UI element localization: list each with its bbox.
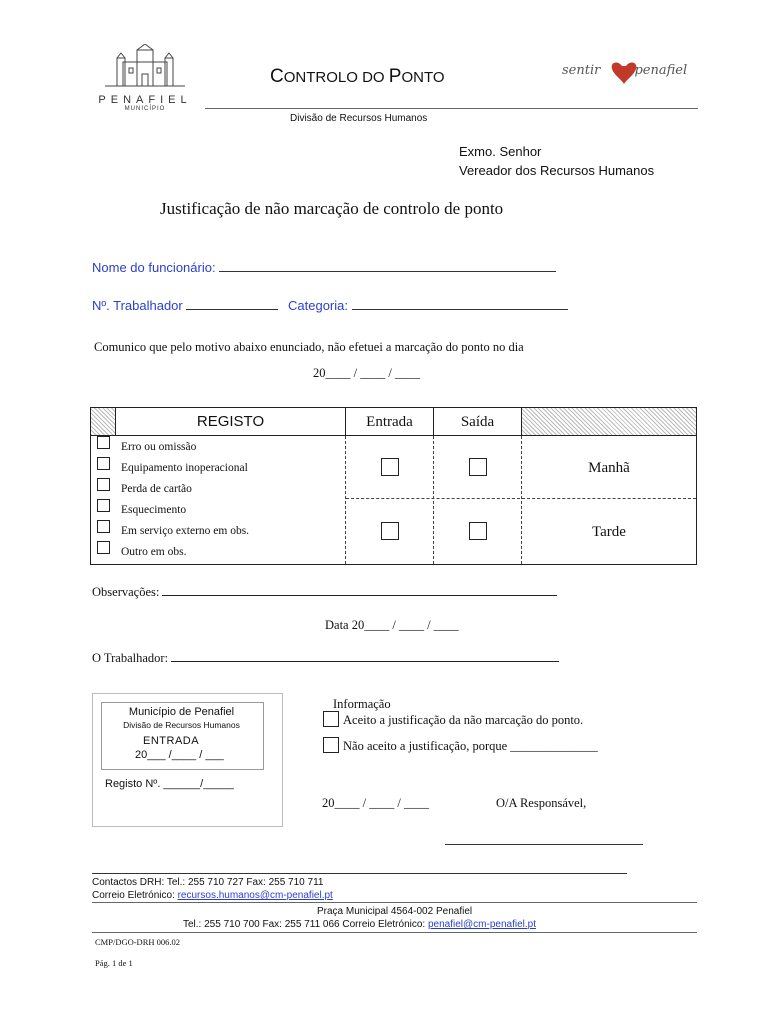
entrada-header: Entrada (346, 408, 434, 435)
footer-address: Praça Municipal 4564-002 Penafiel (317, 906, 473, 917)
reason-erro: Erro ou omissão (121, 441, 197, 453)
entrada-morning-checkbox[interactable] (381, 458, 399, 476)
stamp-date[interactable]: 20___ /____ / ___ (135, 749, 224, 761)
reason-outro: Outro em obs. (121, 546, 187, 558)
reason-perda: Perda de cartão (121, 483, 192, 495)
divider-saida (433, 436, 434, 564)
divider-entrada (345, 436, 346, 564)
reject-checkbox[interactable] (323, 737, 339, 753)
responsible-signature-line[interactable] (445, 844, 643, 845)
addressee-line2: Vereador dos Recursos Humanos (459, 163, 655, 178)
information-title: Informação (333, 697, 391, 711)
page-number: Pág. 1 de 1 (95, 958, 133, 968)
worker-signature-row (92, 649, 559, 666)
divider-morning-afternoon (346, 498, 696, 499)
reason-esquecimento: Esquecimento (121, 504, 187, 516)
responsible-label: O/A Responsável, (496, 796, 587, 810)
stamp-subtitle: Divisão de Recursos Humanos (123, 720, 240, 730)
addressee (459, 142, 654, 180)
worker-number-field[interactable] (186, 297, 278, 310)
employee-name-field[interactable] (219, 259, 556, 272)
reject-label: Não aceito a justificação, porque ______________ (343, 739, 598, 753)
footer-phones: Tel.: 255 710 700 Fax: 255 711 066 Correio Eletrónico: (183, 919, 428, 930)
statement: Comunico que pelo motivo abaixo enunciado, não efetuei a marcação do ponto no dia (94, 340, 524, 354)
brand-logo-text: sentir penafiel (562, 63, 688, 78)
observations-field[interactable] (162, 583, 557, 596)
worker-row (92, 297, 568, 313)
footer-divider-top (92, 873, 627, 874)
reason-checkbox-erro[interactable] (97, 436, 110, 449)
saida-header: Saída (434, 408, 522, 435)
castle-icon (95, 44, 195, 88)
footer-contacts: Contactos DRH: Tel.: 255 710 727 Fax: 255 710 711 (92, 877, 324, 888)
worker-label: O Trabalhador: (92, 651, 169, 665)
employee-name-label: Nome do funcionário: (92, 260, 216, 275)
header-hatch-left (91, 408, 116, 435)
reason-servico: Em serviço externo em obs. (121, 525, 250, 537)
observations-label: Observações: (92, 585, 160, 599)
reason-checkbox-servico[interactable] (97, 520, 110, 533)
worker-signature-field[interactable] (171, 649, 559, 662)
date-field[interactable]: Data 20____ / ____ / ____ (325, 618, 459, 632)
header-divider (205, 108, 698, 109)
page-title: CONTROLO DO PONTO (270, 66, 445, 87)
reason-equipamento: Equipamento inoperacional (121, 462, 248, 474)
document-code: CMP/DGO-DRH 006.02 (95, 937, 181, 947)
entrada-afternoon-checkbox[interactable] (381, 522, 399, 540)
header-hatch-right (522, 408, 696, 435)
reason-checkbox-esquecimento[interactable] (97, 499, 110, 512)
footer-divider-bottom (92, 932, 697, 933)
saida-morning-checkbox[interactable] (469, 458, 487, 476)
footer-email-row (92, 890, 333, 901)
saida-afternoon-checkbox[interactable] (469, 522, 487, 540)
addressee-line1: Exmo. Senhor (459, 144, 542, 159)
reason-checkbox-equipamento[interactable] (97, 457, 110, 470)
reason-checkbox-perda[interactable] (97, 478, 110, 491)
municipality-logo (95, 44, 195, 110)
stamp-entry: ENTRADA (143, 735, 200, 747)
category-label: Categoria: (288, 298, 348, 313)
registo-table (90, 407, 697, 565)
footer-phones-row (183, 919, 536, 930)
worker-number-label: Nº. Trabalhador (92, 298, 183, 313)
header-bottom-line (91, 435, 696, 436)
divider-period (521, 436, 522, 564)
division-label: Divisão de Recursos Humanos (290, 113, 428, 124)
stamp-title: Município de Penafiel (128, 706, 235, 718)
logo-subtitle: MUNICÍPIO (124, 106, 166, 112)
footer-divider-mid (92, 902, 697, 903)
registo-header: REGISTO (116, 408, 346, 435)
period-morning: Manhã (588, 460, 630, 476)
period-afternoon: Tarde (592, 524, 626, 540)
observations-row (92, 583, 557, 600)
information-date[interactable]: 20____ / ____ / ____ (322, 796, 429, 810)
footer-general-email-link[interactable]: penafiel@cm-penafiel.pt (427, 919, 536, 930)
brand-logo (560, 58, 700, 88)
stamp-registo[interactable]: Registo Nº. ______/_____ (105, 778, 234, 790)
form-heading: Justificação de não marcação de controlo de ponto (160, 199, 504, 218)
employee-name-row (92, 259, 556, 275)
footer-email-link[interactable]: recursos.humanos@cm-penafiel.pt (177, 890, 333, 901)
accept-label: Aceito a justificação da não marcação do ponto. (343, 713, 584, 727)
reason-checkbox-outro[interactable] (97, 541, 110, 554)
statement-date[interactable]: 20____ / ____ / ____ (313, 366, 420, 380)
category-field[interactable] (352, 297, 568, 310)
accept-checkbox[interactable] (323, 711, 339, 727)
stamp-box (92, 693, 283, 827)
logo-name: PENAFIEL (98, 94, 192, 106)
footer-email-label: Correio Eletrónico: (92, 890, 178, 901)
